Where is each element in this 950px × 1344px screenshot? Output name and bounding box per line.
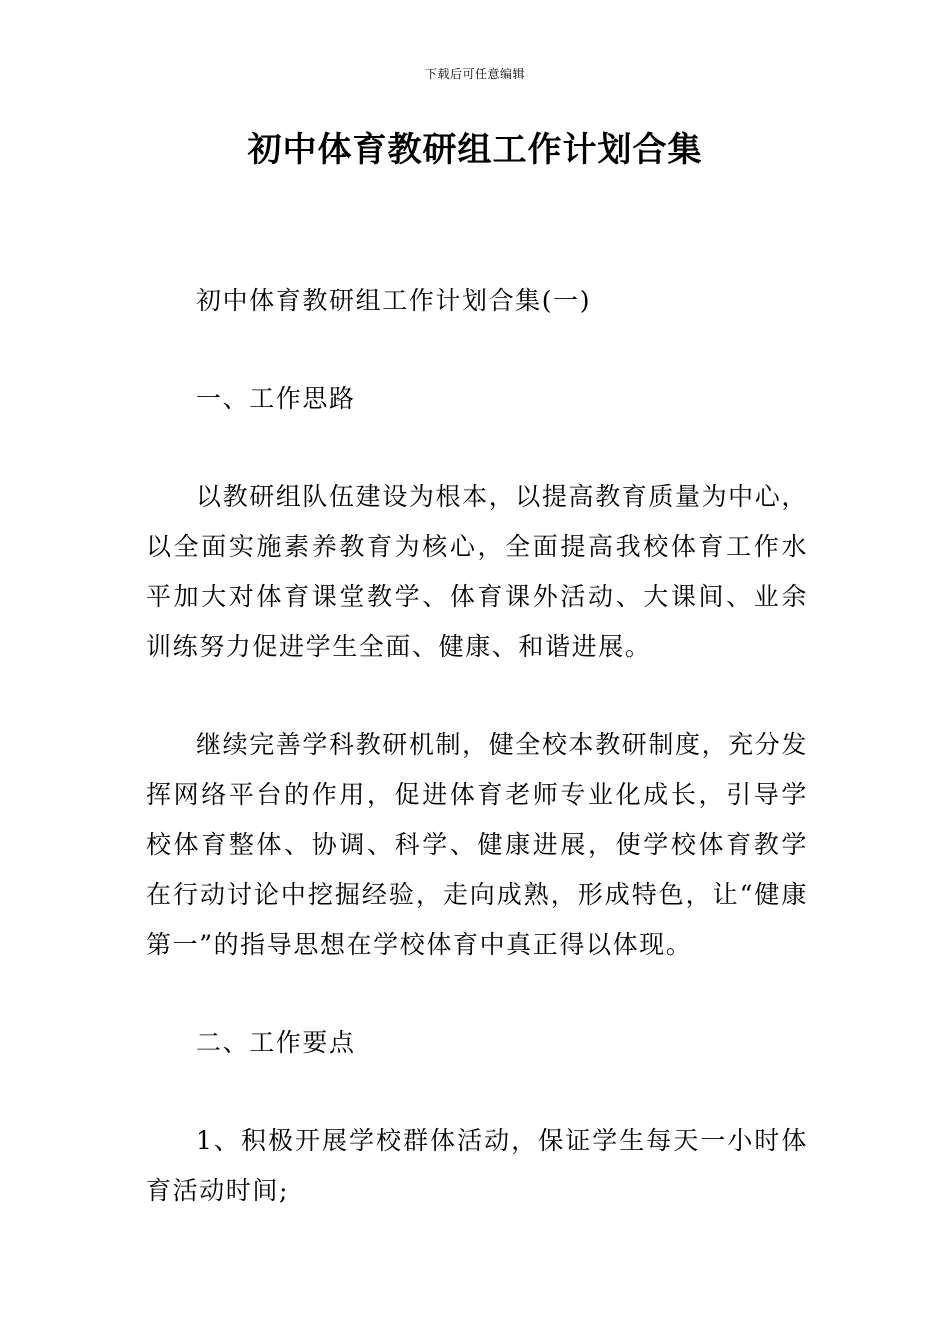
body-paragraph: 继续完善学科教研机制，健全校本教研制度，充分发挥网络平台的作用，促进体育老师专业化成长，引导学校体育整体、协调、科学、健康进展，使学校体育教学在行动讨论中挖掘经验，走向成熟，形成特色，让“健康第一”的指导思想在学校体育中真正得以体现。 xyxy=(146,730,808,959)
paragraph-spacer xyxy=(146,672,808,720)
section-heading-work-thoughts: 一、工作思路 xyxy=(196,384,356,413)
header-note: 下载后可任意编辑 xyxy=(424,67,525,81)
body-paragraph: 以教研组队伍建设为根本，以提高教育质量为中心，以全面实施素养教育为核心，全面提高我校体育工作水平加大对体育课堂教学、体育课外活动、大课间、业余训练努力促进学生全面、健康、和谐进展。 xyxy=(146,482,808,661)
section-heading-collection: 初中体育教研组工作计划合集(一) xyxy=(196,286,592,315)
paragraph-spacer xyxy=(146,424,808,472)
paragraph-spacer xyxy=(146,326,808,374)
document-title: 初中体育教研组工作计划合集 xyxy=(247,130,703,170)
paragraph-spacer xyxy=(146,1068,808,1116)
document-body xyxy=(146,276,808,1216)
paragraph-spacer xyxy=(146,970,808,1018)
list-item: 1、积极开展学校群体活动，保证学生每天一小时体育活动时间; xyxy=(146,1126,808,1205)
section-heading-work-points: 二、工作要点 xyxy=(196,1028,356,1057)
